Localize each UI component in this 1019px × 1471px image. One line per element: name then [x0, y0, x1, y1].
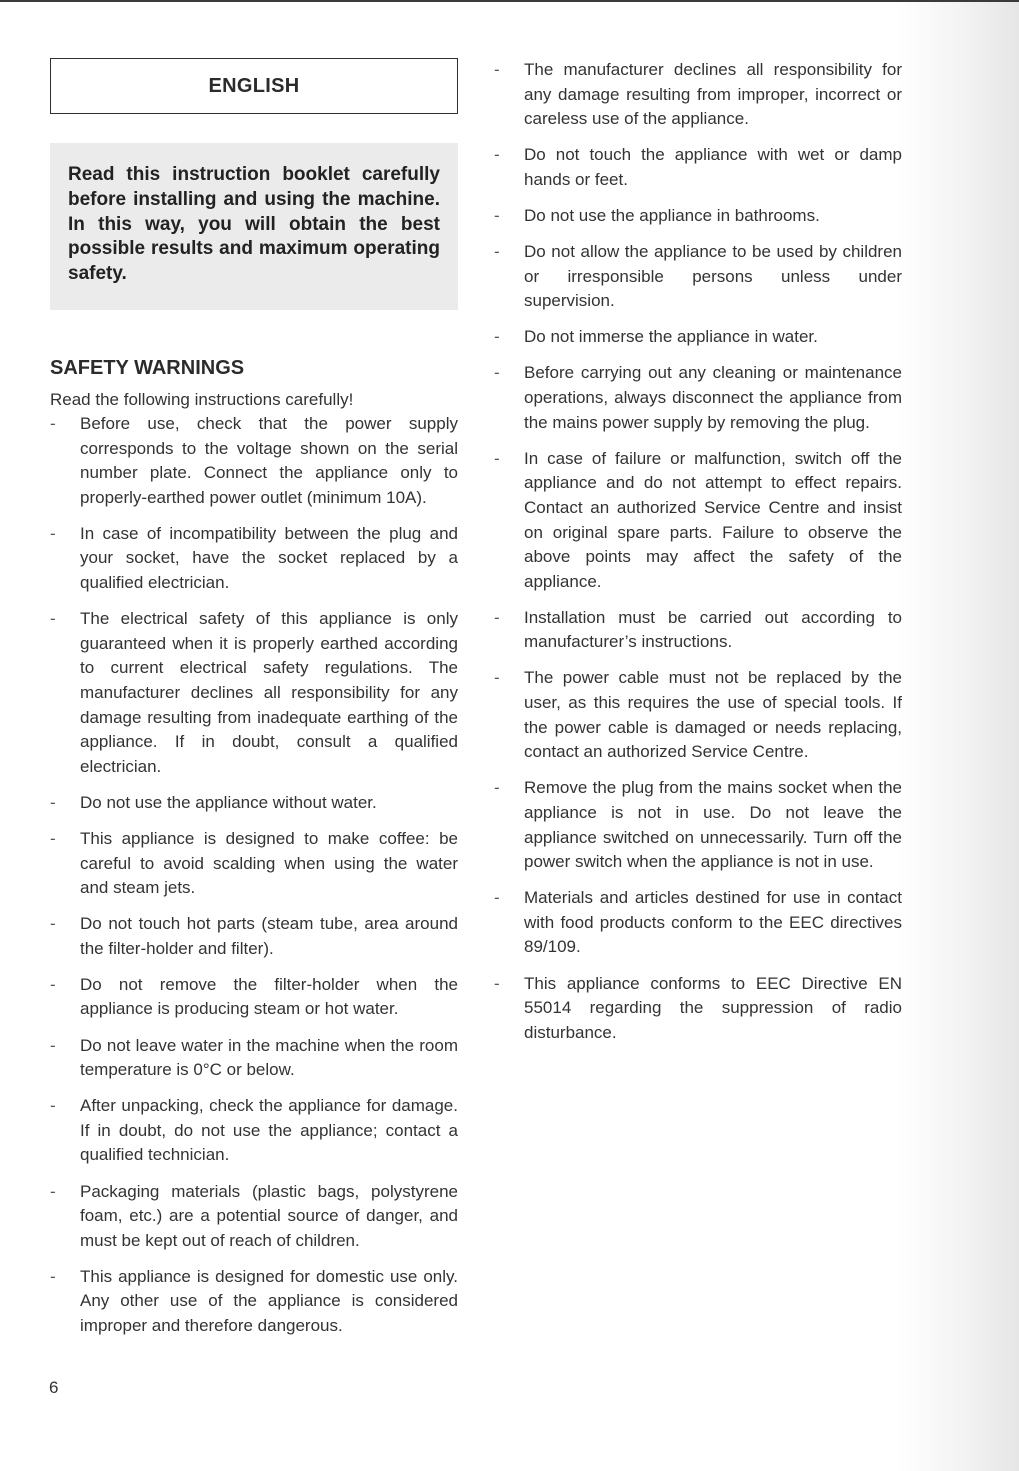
list-dash: - [50, 974, 56, 994]
list-dash: - [494, 973, 500, 993]
section-title: SAFETY WARNINGS [50, 357, 245, 379]
list-dash: - [494, 778, 500, 798]
list-dash: - [494, 145, 500, 165]
list-item-text: This appliance is designed to make coffee: be careful to avoid scalding when using the water and steam jets. [80, 828, 458, 898]
list-dash: - [50, 609, 56, 629]
list-item [494, 447, 902, 595]
intro-notice [50, 143, 458, 310]
list-item [50, 827, 458, 901]
list-item-text: Packaging materials (plastic bags, polystyrene foam, etc.) are a potential source of danger, and must be kept out of reach of children. [80, 1181, 458, 1250]
list-item [50, 791, 458, 816]
list-item [50, 412, 458, 510]
list-dash: - [50, 1181, 56, 1201]
section-lead: Read the following instructions carefully! [50, 390, 354, 409]
list-item [494, 606, 902, 655]
list-item-text: Do not immerse the appliance in water. [524, 327, 818, 347]
list-item-text: Remove the plug from the mains socket when the appliance is not in use. Do not leave the appliance switched on unnecessarily. Turn off the power switch when the appliance is not in use. [524, 778, 902, 872]
list-item [494, 240, 902, 314]
list-item [494, 776, 902, 874]
list-item [494, 972, 902, 1046]
list-item-text: Do not use the appliance in bathrooms. [524, 205, 820, 225]
list-dash: - [494, 327, 500, 347]
list-item [50, 522, 458, 596]
list-item [494, 204, 902, 229]
list-dash: - [50, 1096, 56, 1116]
list-dash: - [50, 1266, 56, 1286]
list-item-text: The power cable must not be replaced by the user, as this requires the use of special tools. If the power cable is damaged or needs replacing, contact an authorized Service Centre. [524, 668, 902, 762]
list-dash: - [494, 448, 500, 468]
list-item-text: Do not touch hot parts (steam tube, area around the filter-holder and filter). [80, 914, 458, 958]
list-item-text: In case of failure or malfunction, switch off the appliance and do not attempt to effect repairs. Contact an authorized Service Centre and insist on original spare parts. Failure to observe the above points may affect the safety of the appliance. [524, 448, 902, 591]
list-item [494, 58, 902, 132]
list-dash: - [50, 523, 56, 543]
list-item [494, 143, 902, 192]
left-warning-list [50, 412, 458, 1350]
list-dash: - [50, 914, 56, 934]
list-item [50, 973, 458, 1022]
list-item [50, 1265, 458, 1339]
list-item-text: Before use, check that the power supply corresponds to the voltage shown on the serial number plate. Connect the appliance only to properly-earthed power outlet (minimum 10A). [80, 414, 458, 507]
list-dash: - [494, 668, 500, 688]
list-dash: - [50, 1035, 56, 1055]
list-dash: - [50, 792, 56, 812]
list-item-text: Materials and articles destined for use in contact with food products conform to the EEC directives 89/109. [524, 888, 902, 957]
list-dash: - [494, 60, 500, 79]
list-item-text: Do not use the appliance without water. [80, 792, 377, 812]
list-item-text: The electrical safety of this appliance is only guaranteed when it is properly earthed according to current electrical safety regulations. The manufacturer declines all responsibility for any damage resulting from inadequate earthing of the appliance. If in doubt, consult a qualified electrician. [80, 609, 458, 776]
list-item [50, 1034, 458, 1083]
list-item-text: Before carrying out any cleaning or maintenance operations, always disconnect the appliance from the mains power supply by removing the plug. [524, 363, 902, 432]
list-item-text: After unpacking, check the appliance for damage. If in doubt, do not use the appliance; contact a qualified technician. [80, 1096, 458, 1165]
list-item [494, 886, 902, 960]
list-dash: - [494, 888, 500, 908]
list-item-text: Do not remove the filter-holder when the appliance is producing steam or hot water. [80, 974, 458, 1019]
list-item [50, 1180, 458, 1254]
list-dash: - [494, 607, 500, 627]
intro-text: Read this instruction booklet carefully before installing and using the machine. In this way, you will obtain the best possible results and maximum operating safety. [68, 164, 440, 285]
list-item-text: Do not leave water in the machine when the room temperature is 0°C or below. [80, 1035, 458, 1080]
list-dash: - [494, 363, 500, 383]
list-item-text: Installation must be carried out according to manufacturer’s instructions. [524, 607, 902, 652]
language-header [50, 58, 458, 114]
list-item-text: This appliance conforms to EEC Directive EN 55014 regarding the suppression of radio disturbance. [524, 973, 902, 1042]
language-label: ENGLISH [208, 74, 300, 97]
list-item [494, 666, 902, 764]
list-dash: - [494, 205, 500, 225]
list-item-text: In case of incompatibility between the plug and your socket, have the socket replaced by a qualified electrician. [80, 523, 458, 593]
list-item [494, 361, 902, 435]
list-item [50, 1094, 458, 1168]
list-item [50, 607, 458, 779]
list-dash: - [50, 414, 56, 433]
right-warning-list [494, 58, 902, 1057]
list-item-text: Do not touch the appliance with wet or damp hands or feet. [524, 145, 902, 189]
list-item [50, 912, 458, 961]
list-item-text: This appliance is designed for domestic use only. Any other use of the appliance is considered improper and therefore dangerous. [80, 1266, 458, 1335]
list-item-text: Do not allow the appliance to be used by children or irresponsible persons unless under supervision. [524, 242, 902, 311]
list-item-text: The manufacturer declines all responsibility for any damage resulting from improper, incorrect or careless use of the appliance. [524, 60, 902, 129]
list-item [494, 325, 902, 350]
page-number: 6 [49, 1378, 59, 1397]
list-dash: - [494, 242, 500, 262]
list-dash: - [50, 828, 56, 848]
top-rule [0, 0, 1019, 2]
